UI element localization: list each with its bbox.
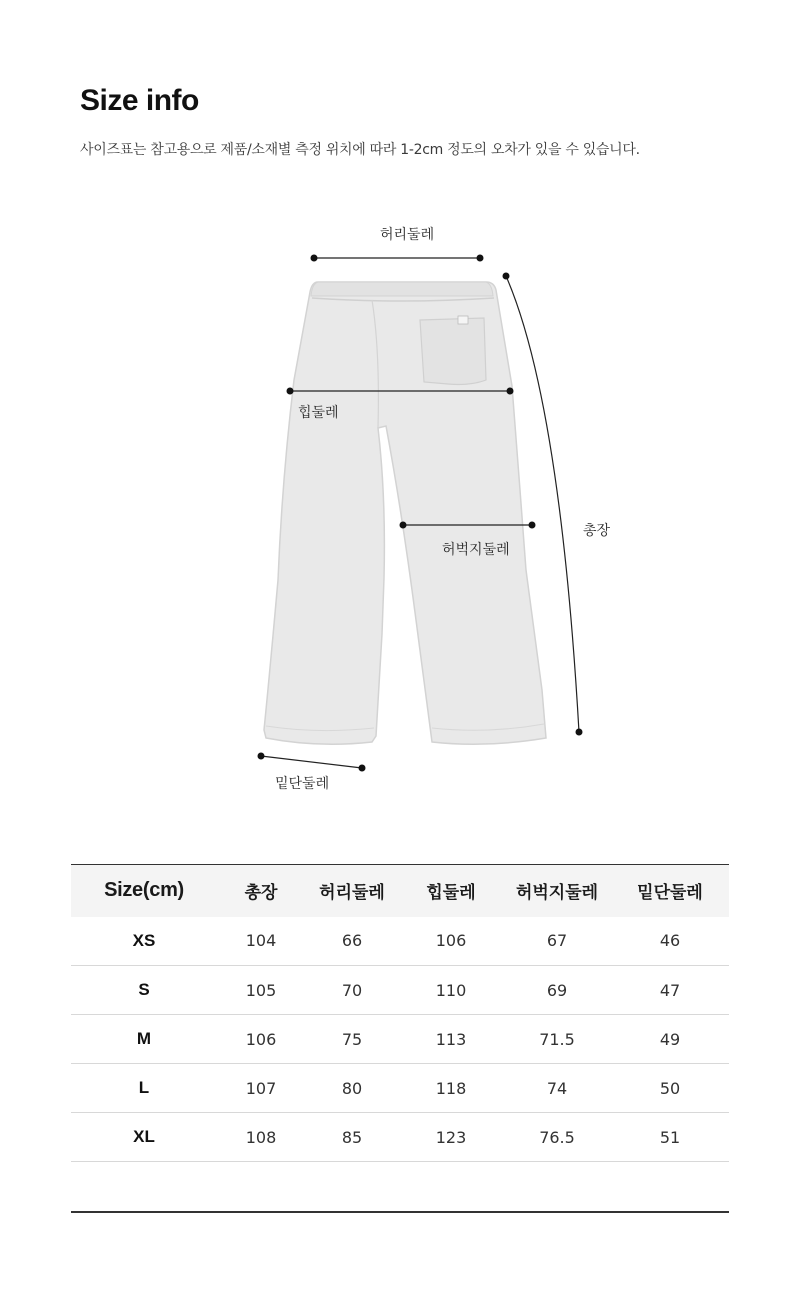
thigh-label: 허벅지둘레	[442, 542, 510, 558]
waist-label: 허리둘레	[380, 227, 435, 243]
hip-cell: 113	[399, 1015, 503, 1064]
length-label: 총장	[583, 523, 611, 539]
thigh-cell: 67	[503, 917, 611, 966]
size-cell: XS	[71, 917, 217, 966]
brand-tag	[458, 316, 468, 324]
column-header-hip: 힙둘레	[399, 865, 503, 917]
table-row	[71, 966, 729, 1015]
thigh-cell: 74	[503, 1064, 611, 1113]
waist-cell: 66	[305, 917, 399, 966]
hem-cell: 46	[611, 917, 729, 966]
column-header-hem: 밑단둘레	[611, 865, 729, 917]
thigh-cell: 76.5	[503, 1113, 611, 1162]
length-cell: 107	[217, 1064, 305, 1113]
waist-cell: 80	[305, 1064, 399, 1113]
length-cell: 104	[217, 917, 305, 966]
back-pocket	[420, 318, 486, 385]
pants-shape	[264, 282, 546, 744]
waist-cell: 85	[305, 1113, 399, 1162]
bottom-divider	[71, 1211, 729, 1213]
waist-cell: 70	[305, 966, 399, 1015]
hem-cell: 50	[611, 1064, 729, 1113]
hem-cell: 49	[611, 1015, 729, 1064]
hem-measure-line	[258, 753, 366, 772]
size-table	[71, 864, 729, 1162]
measurement-diagram	[0, 200, 800, 820]
size-cell: XL	[71, 1113, 217, 1162]
table-header-row	[71, 865, 729, 917]
table-row	[71, 1015, 729, 1064]
thigh-cell: 69	[503, 966, 611, 1015]
hip-cell: 123	[399, 1113, 503, 1162]
hip-cell: 110	[399, 966, 503, 1015]
size-cell: M	[71, 1015, 217, 1064]
hem-cell: 51	[611, 1113, 729, 1162]
hem-label: 밑단둘레	[275, 776, 330, 792]
hip-cell: 106	[399, 917, 503, 966]
table-row	[71, 1064, 729, 1113]
size-cell: L	[71, 1064, 217, 1113]
column-header-thigh: 허벅지둘레	[503, 865, 611, 917]
table-row	[71, 1113, 729, 1162]
length-cell: 108	[217, 1113, 305, 1162]
column-header-waist: 허리둘레	[305, 865, 399, 917]
size-note: 사이즈표는 참고용으로 제품/소재별 측정 위치에 따라 1-2cm 정도의 오차가 있을 수 있습니다.	[80, 142, 640, 158]
waist-measure-line	[311, 255, 484, 262]
size-cell: S	[71, 966, 217, 1015]
length-cell: 106	[217, 1015, 305, 1064]
column-header-length: 총장	[217, 865, 305, 917]
hem-cell: 47	[611, 966, 729, 1015]
hip-cell: 118	[399, 1064, 503, 1113]
hip-label: 힙둘레	[298, 405, 339, 421]
waistband	[311, 282, 493, 296]
table-row	[71, 917, 729, 966]
waist-cell: 75	[305, 1015, 399, 1064]
pants-illustration	[0, 200, 800, 820]
thigh-cell: 71.5	[503, 1015, 611, 1064]
column-header-size: Size(cm)	[71, 865, 217, 917]
length-cell: 105	[217, 966, 305, 1015]
page-title: Size info	[80, 84, 199, 117]
